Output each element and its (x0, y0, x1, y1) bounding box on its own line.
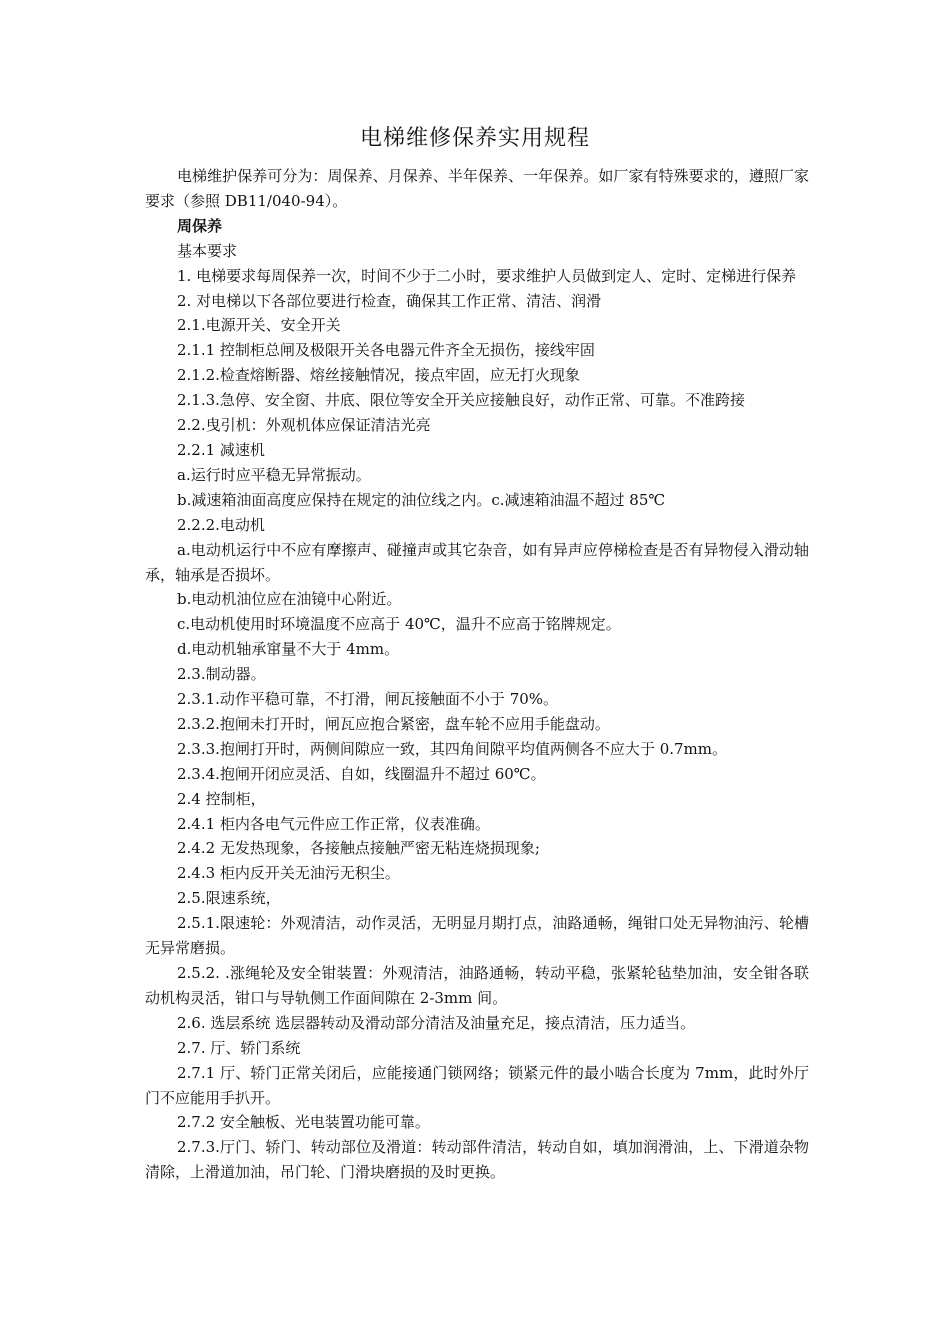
paragraph-item-2-1-1: 2.1.1 控制柜总闸及极限开关各电器元件齐全无损伤，接线牢固 (177, 341, 595, 360)
paragraph-item-2-4-3: 2.4.3 柜内反开关无油污无积尘。 (177, 864, 400, 883)
paragraph-item-2: 2. 对电梯以下各部位要进行检查，确保其工作正常、清洁、润滑 (177, 291, 602, 310)
paragraph-item-2-7-1: 2.7.1 厅、轿门正常关闭后，应能接通门锁网络；锁紧元件的最小啮合长度为 7mm，此时外厅门不应能用手扒开。 (145, 1063, 809, 1107)
paragraph-item-2-1-2: 2.1.2.检查熔断器、熔丝接触情况，接点牢固，应无打火现象 (177, 366, 580, 385)
document-title: 电梯维修保养实用规程 (359, 126, 590, 151)
paragraph-item-2-3: 2.3.制动器。 (177, 665, 266, 684)
paragraph-item-2-2-1-b: b.减速箱油面高度应保持在规定的油位线之内。c.减速箱油温不超过 85℃ (177, 490, 666, 509)
paragraph-item-2-4-2: 2.4.2 无发热现象，各接触点接触严密无粘连烧损现象; (177, 839, 540, 858)
paragraph-item-2-2-2-b: b.电动机油位应在油镜中心附近。 (177, 590, 402, 609)
section-heading-weekly: 周保养 (177, 216, 223, 235)
paragraph-item-2-5: 2.5.限速系统， (177, 889, 281, 908)
paragraph-item-2-7-2: 2.7.2 安全触板、光电装置功能可靠。 (177, 1113, 430, 1132)
subheading-basic-requirements: 基本要求 (177, 241, 238, 260)
paragraph-item-2-5-1: 2.5.1.限速轮：外观清洁，动作灵活，无明显月期打点，油路通畅，绳钳口处无异物油污、轮槽无异常磨损。 (145, 914, 809, 958)
paragraph-item-2-7: 2.7. 厅、轿门系统 (177, 1038, 301, 1057)
paragraph-item-2-5-2: 2.5.2. .涨绳轮及安全钳装置：外观清洁，油路通畅，转动平稳，张紧轮毡垫加油，安全钳各联动机构灵活，钳口与导轨侧工作面间隙在 2-3mm 间。 (145, 964, 809, 1007)
paragraph-item-2-3-1: 2.3.1.动作平稳可靠，不打滑，闸瓦接触面不小于 70%。 (177, 690, 559, 709)
paragraph-item-2-7-3: 2.7.3.厅门、轿门、转动部位及滑道：转动部件清洁，转动自如，填加润滑油，上、下滑道杂物清除，上滑道加油，吊门轮、门滑块磨损的及时更换。 (145, 1138, 809, 1182)
paragraph-item-2-1: 2.1.电源开关、安全开关 (177, 316, 341, 335)
paragraph-item-1: 1. 电梯要求每周保养一次，时间不少于二小时，要求维护人员做到定人、定时、定梯进行保养 (177, 266, 797, 285)
paragraph-item-2-4: 2.4 控制柜， (177, 789, 266, 808)
paragraph-item-2-2-2-c: c.电动机使用时环境温度不应高于 40℃，温升不应高于铭牌规定。 (177, 615, 621, 634)
document-body (145, 164, 809, 1185)
intro-paragraph: 电梯维护保养可分为：周保养、月保养、半年保养、一年保养。如厂家有特殊要求的，遵照厂家要求（参照 DB11/040-94）。 (145, 167, 809, 210)
paragraph-item-2-2-2-d: d.电动机轴承窜量不大于 4mm。 (177, 640, 400, 659)
paragraph-item-2-1-3: 2.1.3.急停、安全窗、井底、限位等安全开关应接触良好，动作正常、可靠。不准跨接 (177, 391, 745, 410)
paragraph-item-2-2-2: 2.2.2.电动机 (177, 515, 265, 534)
paragraph-item-2-2-1: 2.2.1 减速机 (177, 440, 265, 459)
paragraph-item-2-3-4: 2.3.4.抱闸开闭应灵活、自如，线圈温升不超过 60℃。 (177, 764, 546, 783)
paragraph-item-2-3-3: 2.3.3.抱闸打开时，两侧间隙应一致，其四角间隙平均值两侧各不应大于 0.7mm。 (177, 739, 728, 758)
paragraph-item-2-2-1-a: a.运行时应平稳无异常振动。 (177, 465, 371, 484)
paragraph-item-2-3-2: 2.3.2.抱闸未打开时，闸瓦应抱合紧密，盘车轮不应用手能盘动。 (177, 714, 610, 733)
paragraph-item-2-6: 2.6. 选层系统 选层器转动及滑动部分清洁及油量充足，接点清洁，压力适当。 (177, 1013, 696, 1032)
paragraph-item-2-2: 2.2.曳引机：外观机体应保证清洁光亮 (177, 416, 431, 435)
paragraph-item-2-4-1: 2.4.1 柜内各电气元件应工作正常，仪表准确。 (177, 814, 490, 833)
paragraph-item-2-2-2-a: a.电动机运行中不应有摩擦声、碰撞声或其它杂音，如有异声应停梯检查是否有异物侵入滑动轴承，轴承是否损坏。 (145, 540, 809, 584)
